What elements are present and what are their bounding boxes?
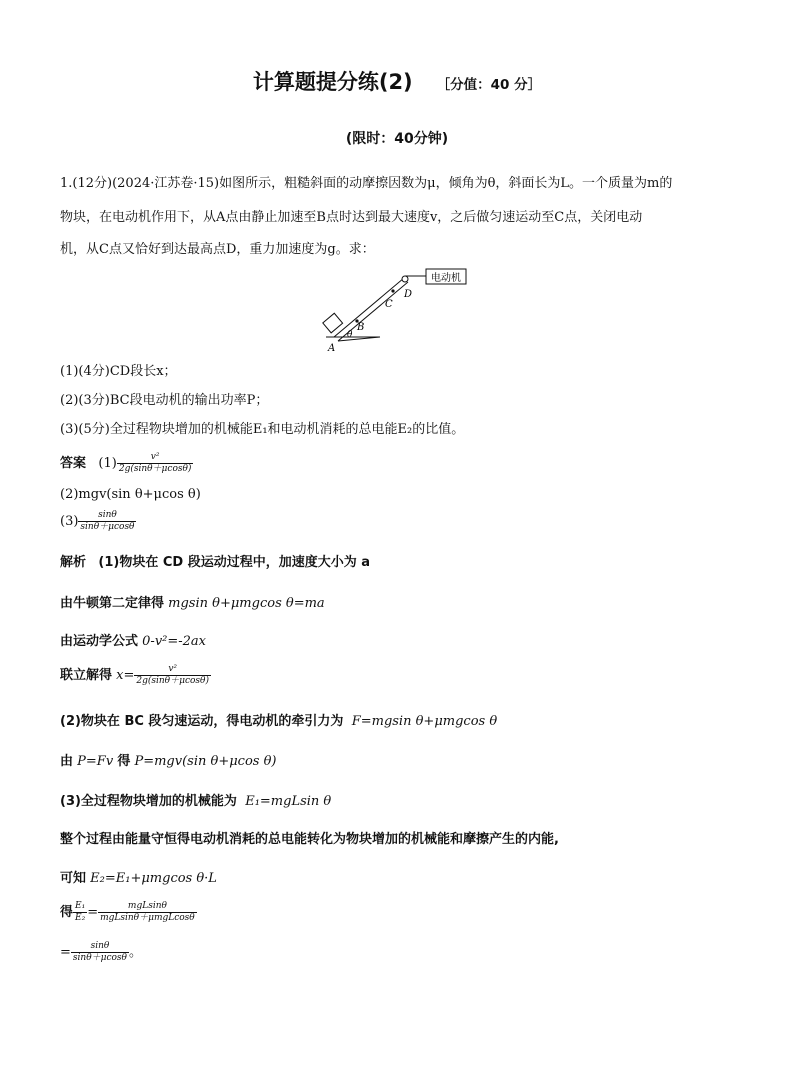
answer-2: (2)mgv(sin θ+μcos θ) <box>60 487 201 502</box>
block <box>323 313 343 333</box>
analysis-step-4-lhs: x= <box>116 668 135 683</box>
analysis-step-7-equation: E₁=mgLsin θ <box>245 794 332 809</box>
analysis-step-9 <box>60 867 217 886</box>
answer-3-fraction <box>78 510 136 533</box>
page-title-row <box>0 66 794 96</box>
point-a-label: A <box>328 343 336 354</box>
analysis-step-3 <box>60 630 206 649</box>
analysis-step-4-numerator: v² <box>168 664 178 674</box>
analysis-label: 解析 <box>60 555 87 570</box>
answer-3-numerator: sinθ <box>98 510 117 520</box>
question-3: (3)(5分)全过程物块增加的机械能E₁和电动机消耗的总电能E₂的比值。 <box>60 422 465 437</box>
analysis-step-10 <box>60 901 197 924</box>
point-b-label: B <box>357 322 365 333</box>
time-limit: (限时：40分钟) <box>345 131 449 147</box>
answer-1 <box>60 452 193 475</box>
incline-motor-figure <box>320 266 480 356</box>
answer-1-numerator: v² <box>150 452 160 462</box>
motor-label: 电动机 <box>431 273 461 284</box>
analysis-step-6-text-2: 得 <box>117 754 131 769</box>
analysis-step-3-equation: 0-v²=-2ax <box>142 634 207 649</box>
analysis-step-10-ratio-numerator: E₁ <box>75 901 86 911</box>
incline-edge-lower <box>334 278 404 337</box>
analysis-step-5-equation: F=mgsin θ+μmgcos θ <box>351 714 498 729</box>
pulley <box>402 276 408 282</box>
analysis-step-2-text: 由牛顿第二定律得 <box>60 596 165 611</box>
analysis-step-6-text-1: 由 <box>60 754 74 769</box>
analysis-step-6-equation-1: P=Fv <box>77 754 114 769</box>
analysis-step-10-numerator: mgLsinθ <box>127 901 167 911</box>
analysis-step-10-text: 得 <box>60 905 74 920</box>
analysis-step-10-denominator: mgLsinθ＋μmgLcosθ <box>100 913 195 923</box>
score-note: ［分值：40 分］ <box>436 77 542 93</box>
analysis-step-7-text: (3)全过程物块增加的机械能为 <box>60 794 237 809</box>
analysis-step-8: 整个过程由能量守恒得电动机消耗的总电能转化为物块增加的机械能和摩擦产生的内能, <box>60 832 559 847</box>
analysis-step-4-text: 联立解得 <box>60 668 113 683</box>
analysis-step-6-equation-2: P=mgv(sin θ+μcos θ) <box>134 754 277 769</box>
problem-stem-line-1: 1.(12分)(2024·江苏卷·15)如图所示，粗糙斜面的动摩擦因数为μ，倾角为θ，斜面长为L。一个质量为m的 <box>60 176 673 191</box>
analysis-step-7 <box>60 790 331 809</box>
question-2: (2)(3分)BC段电动机的输出功率P； <box>60 393 269 408</box>
answer-3 <box>60 510 136 533</box>
analysis-step-11-denominator: sinθ＋μcosθ <box>72 953 127 963</box>
answer-1-fraction <box>117 452 194 475</box>
answer-1-prefix: (1) <box>98 456 117 471</box>
analysis-step-2 <box>60 592 325 611</box>
answer-3-denominator: sinθ＋μcosθ <box>80 522 135 532</box>
analysis-step-3-text: 由运动学公式 <box>60 634 139 649</box>
analysis-step-11-end: 。 <box>128 945 142 960</box>
analysis-step-4 <box>60 664 211 687</box>
question-1: (1)(4分)CD段长x； <box>60 364 177 379</box>
analysis-step-1 <box>60 551 370 570</box>
analysis-step-10-ratio-denominator: E₂ <box>75 913 86 923</box>
analysis-step-10-fraction <box>98 901 197 924</box>
page-title: 计算题提分练(2) <box>252 70 413 94</box>
analysis-step-5-text: (2)物块在 BC 段匀速运动，得电动机的牵引力为 <box>60 714 344 729</box>
analysis-step-1-text: (1)物块在 CD 段运动过程中，加速度大小为 a <box>98 555 371 570</box>
answer-label: 答案 <box>60 456 87 471</box>
incline-base <box>338 337 380 341</box>
answer-3-prefix: (3) <box>60 514 79 529</box>
analysis-step-11-fraction <box>71 941 129 964</box>
analysis-step-4-denominator: 2g(sinθ＋μcosθ) <box>136 676 209 686</box>
analysis-step-10-ratio <box>73 901 87 924</box>
point-c-dot <box>391 289 394 292</box>
analysis-step-6 <box>60 750 277 769</box>
problem-stem-line-2: 物块，在电动机作用下，从A点由静止加速至B点时达到最大速度v，之后做匀速运动至C点，关闭电动 <box>60 210 643 225</box>
analysis-step-9-text: 可知 <box>60 871 87 886</box>
answer-1-denominator: 2g(sinθ＋μcosθ) <box>118 464 192 474</box>
analysis-step-10-equals: = <box>87 905 99 920</box>
analysis-step-11-equals: = <box>60 945 71 960</box>
analysis-step-5 <box>60 710 497 729</box>
analysis-step-2-equation: mgsin θ+μmgcos θ=ma <box>168 596 325 611</box>
point-d-label: D <box>404 289 413 300</box>
analysis-step-9-equation: E₂=E₁+μmgcos θ·L <box>90 871 217 886</box>
point-c-label: C <box>385 299 393 310</box>
analysis-step-11-numerator: sinθ <box>90 941 110 951</box>
angle-label: θ <box>347 330 353 340</box>
problem-stem-line-3: 机，从C点又恰好到达最高点D，重力加速度为g。求： <box>60 242 375 257</box>
analysis-step-4-fraction <box>134 664 211 687</box>
analysis-step-11 <box>60 941 142 964</box>
